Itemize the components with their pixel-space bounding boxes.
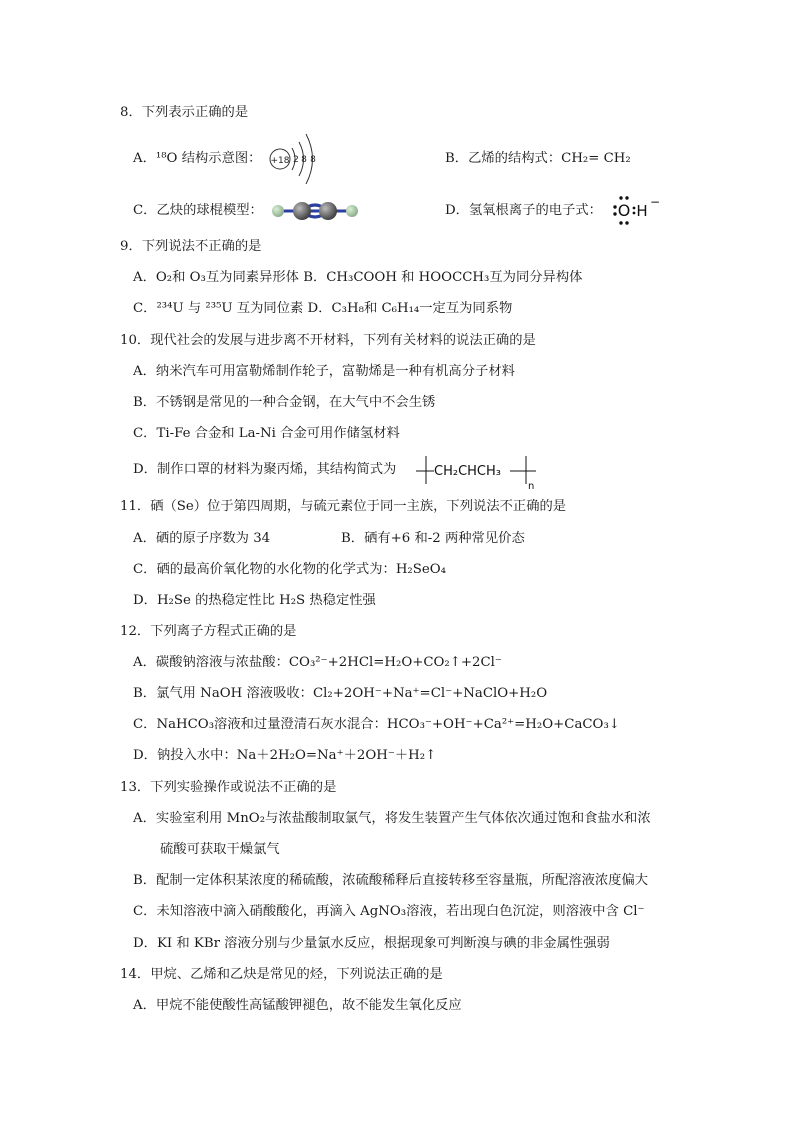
q10-option-b: B．不锈钢是常见的一种合金钢，在大气中不会生锈 bbox=[133, 395, 436, 410]
q9-options-ab: A．O₂和 O₃互为同素异形体 B．CH₃COOH 和 HOOCCH₃互为同分异构体 bbox=[133, 270, 583, 285]
q13-option-a-line1: A．实验室利用 MnO₂与浓盐酸制取氯气，将发生装置产生气体依次通过饱和食盐水和浓 bbox=[133, 811, 651, 826]
q11-option-a: A．硒的原子序数为 34 bbox=[133, 531, 271, 546]
q8-stem: 8．下列表示正确的是 bbox=[120, 105, 249, 120]
q14-option-a: A．甲烷不能使酸性高锰酸钾褪色，故不能发生氧化反应 bbox=[133, 998, 462, 1013]
q8-option-c: C．乙炔的球棍模型： bbox=[133, 203, 263, 218]
q12-option-d: D．钠投入水中：Na＋2H₂O=Na⁺＋2OH⁻＋H₂↑ bbox=[133, 748, 437, 763]
q8-option-d: D．氢氧根离子的电子式： bbox=[445, 203, 602, 218]
q9-stem: 9．下列说法不正确的是 bbox=[120, 239, 262, 254]
q12-stem: 12．下列离子方程式正确的是 bbox=[120, 624, 297, 639]
acetylene-ball-stick-model bbox=[268, 196, 362, 226]
q14-stem: 14．甲烷、乙烯和乙炔是常见的烃，下列说法正确的是 bbox=[120, 967, 443, 982]
q10-option-a: A．纳米汽车可用富勒烯制作轮子，富勒烯是一种有机高分子材料 bbox=[133, 364, 515, 379]
hydrogen-symbol: H bbox=[636, 202, 648, 220]
repeat-unit-formula: CH₂CHCH₃ bbox=[434, 464, 501, 479]
q12-option-a: A．碳酸钠溶液与浓盐酸：CO₃²⁻+2HCl=H₂O+CO₂↑+2Cl⁻ bbox=[133, 655, 502, 670]
q11-option-d: D．H₂Se 的热稳定性比 H₂S 热稳定性强 bbox=[133, 593, 376, 608]
hydroxide-electron-formula bbox=[612, 194, 666, 228]
repeat-subscript: n bbox=[528, 481, 535, 492]
q13-option-d: D．KI 和 KBr 溶液分别与少量氯水反应，根据现象可判断溴与碘的非金属性强弱 bbox=[133, 936, 610, 951]
q13-stem: 13．下列实验操作或说法不正确的是 bbox=[120, 780, 337, 795]
q12-option-c: C．NaHCO₃溶液和过量澄清石灰水混合：HCO₃⁻+OH⁻+Ca²⁺=H₂O+CaCO₃↓ bbox=[133, 717, 620, 732]
q12-option-b: B．氯气用 NaOH 溶液吸收：Cl₂+2OH⁻+Na⁺=Cl⁻+NaClO+H₂O bbox=[133, 686, 548, 701]
q9-options-cd: C．²³⁴U 与 ²³⁵U 互为同位素 D．C₃H₈和 C₆H₁₄一定互为同系物 bbox=[133, 301, 513, 316]
q10-option-d: D．制作口罩的材料为聚丙烯，其结构简式为 bbox=[133, 462, 397, 477]
charge-sign: − bbox=[649, 195, 661, 209]
q8-option-a: A．¹⁸O 结构示意图： bbox=[133, 151, 262, 166]
q11-option-b: B．硒有+6 和-2 两种常见价态 bbox=[341, 531, 525, 546]
shell-3-electrons: 8 bbox=[310, 155, 316, 165]
shell-1-electrons: 2 bbox=[293, 155, 299, 165]
q8-option-b: B．乙烯的结构式：CH₂= CH₂ bbox=[445, 151, 631, 166]
nucleus-charge: +18 bbox=[270, 156, 290, 166]
q10-stem: 10．现代社会的发展与进步离不开材料，下列有关材料的说法正确的是 bbox=[120, 333, 536, 348]
q11-stem: 11．硒（Se）位于第四周期，与硫元素位于同一主族，下列说法不正确的是 bbox=[120, 499, 567, 514]
oxygen-symbol: O bbox=[617, 201, 631, 220]
atomic-structure-diagram bbox=[266, 128, 330, 190]
polypropylene-structure bbox=[410, 451, 544, 491]
q10-option-c: C．Ti-Fe 合金和 La-Ni 合金可用作储氢材料 bbox=[133, 426, 400, 441]
shell-2-electrons: 8 bbox=[301, 155, 307, 165]
q11-option-c: C．硒的最高价氧化物的水化物的化学式为：H₂SeO₄ bbox=[133, 562, 446, 577]
q13-option-c: C．未知溶液中滴入硝酸酸化，再滴入 AgNO₃溶液，若出现白色沉淀，则溶液中含 Cl⁻ bbox=[133, 904, 645, 919]
q13-option-b: B．配制一定体积某浓度的稀硫酸，浓硫酸稀释后直接转移至容量瓶，所配溶液浓度偏大 bbox=[133, 873, 649, 888]
q13-option-a-line2: 硫酸可获取干燥氯气 bbox=[160, 842, 280, 857]
